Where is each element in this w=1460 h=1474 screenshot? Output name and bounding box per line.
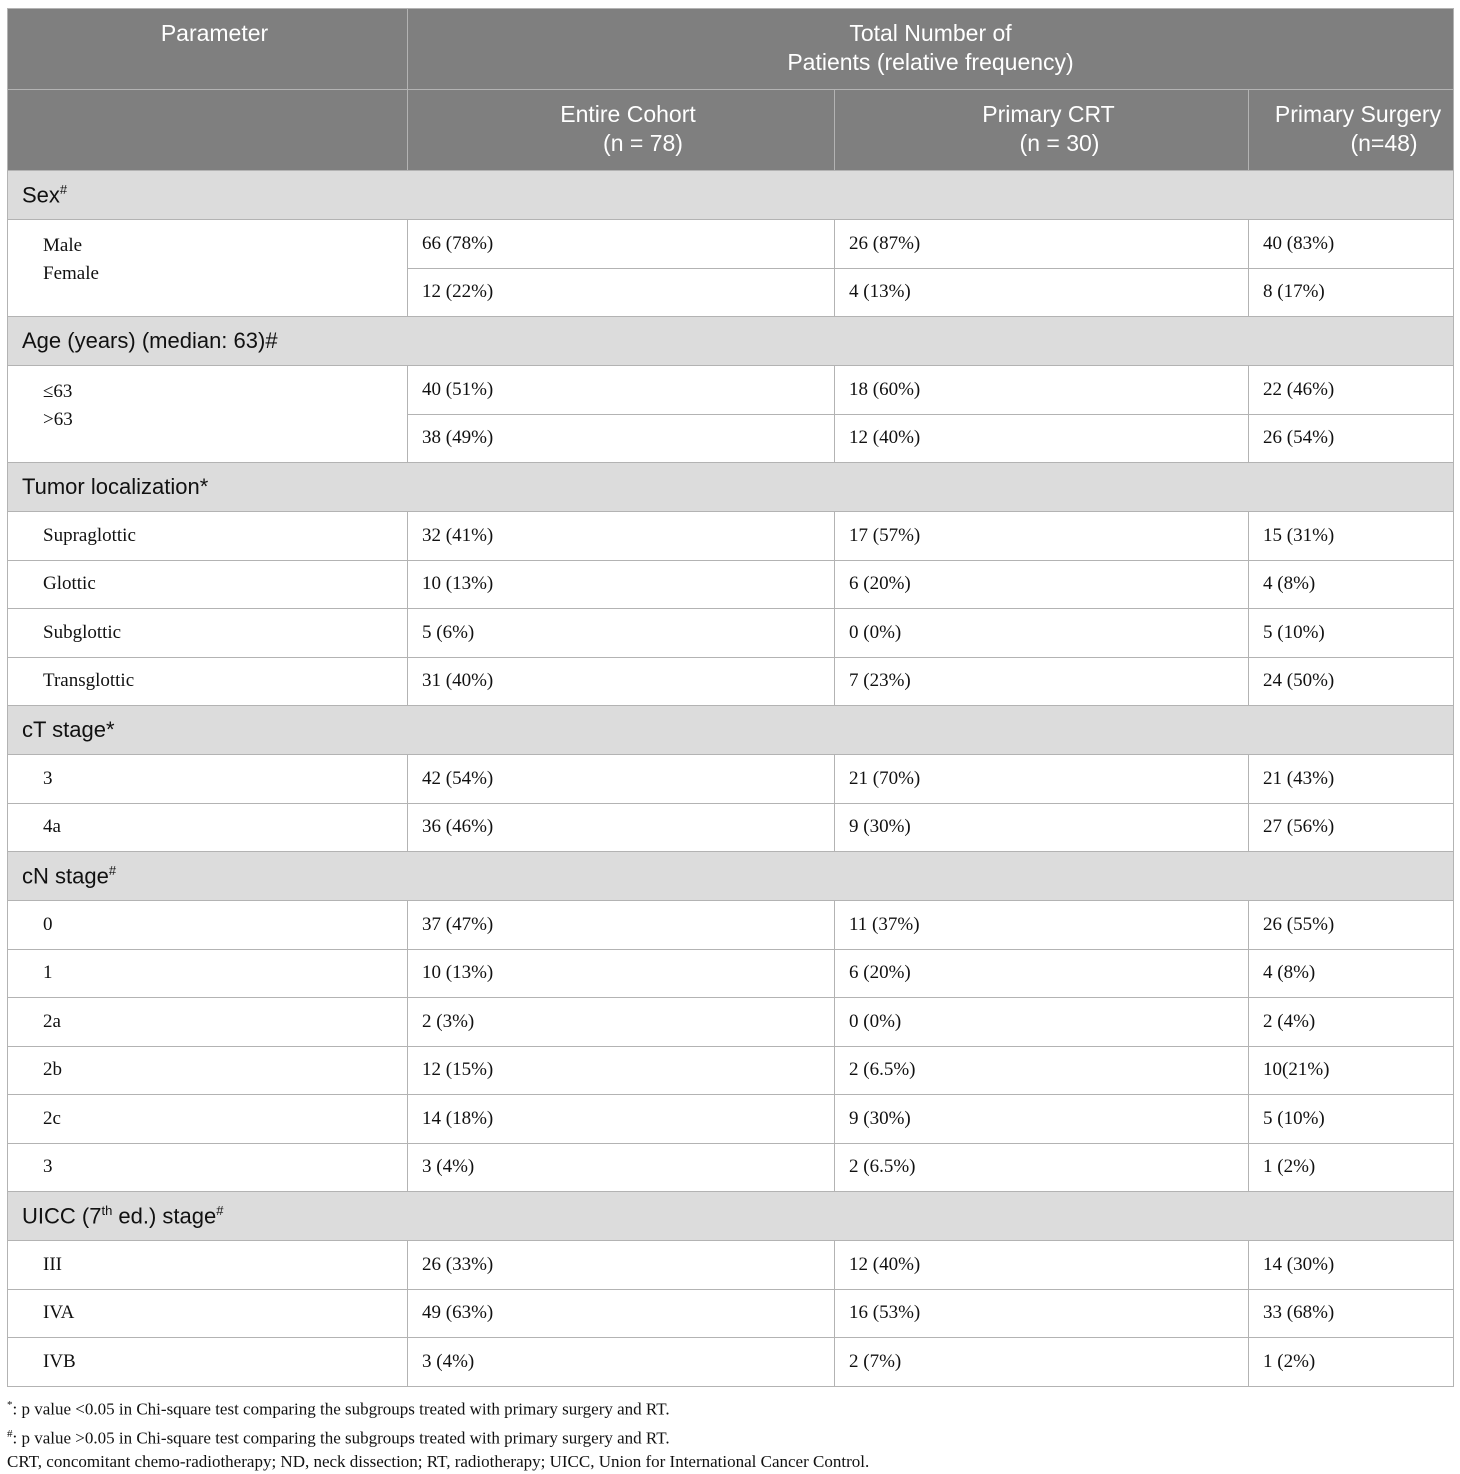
row-label: 0 [8, 901, 408, 950]
value-cell: 6 (20%) [835, 949, 1249, 998]
table-row [8, 1095, 1454, 1144]
table-row [8, 1046, 1454, 1095]
value-cell: 15 (31%) [1249, 512, 1454, 561]
row-label: ≤63 >63 [8, 366, 408, 463]
row-label: IVA [8, 1289, 408, 1338]
value-cell: 2 (6.5%) [835, 1143, 1249, 1192]
value-cell: 38 (49%) [408, 414, 835, 463]
value-cell: 33 (68%) [1249, 1289, 1454, 1338]
row-label: 2c [8, 1095, 408, 1144]
value-cell: 1 (2%) [1249, 1143, 1454, 1192]
value-cell: 0 (0%) [835, 609, 1249, 658]
value-cell: 12 (15%) [408, 1046, 835, 1095]
row-label: III [8, 1241, 408, 1290]
value-cell: 9 (30%) [835, 1095, 1249, 1144]
value-cell: 32 (41%) [408, 512, 835, 561]
value-cell: 4 (8%) [1249, 949, 1454, 998]
value-cell: 31 (40%) [408, 657, 835, 706]
value-cell: 3 (4%) [408, 1338, 835, 1387]
value-cell: 14 (30%) [1249, 1241, 1454, 1290]
value-cell: 2 (7%) [835, 1338, 1249, 1387]
section-header-row [8, 706, 1454, 755]
entire-cohort-header: Entire Cohort (n = 78) [408, 90, 835, 171]
value-cell: 5 (6%) [408, 609, 835, 658]
value-cell: 66 (78%) [408, 220, 835, 269]
row-label: IVB [8, 1338, 408, 1387]
row-label: 1 [8, 949, 408, 998]
section-header-row [8, 852, 1454, 901]
value-cell: 6 (20%) [835, 560, 1249, 609]
row-label: 4a [8, 803, 408, 852]
table-row [8, 657, 1454, 706]
value-cell: 42 (54%) [408, 755, 835, 804]
table-row [8, 1289, 1454, 1338]
total-patients-header: Total Number of Patients (relative frequency) [408, 9, 1454, 90]
row-label: Glottic [8, 560, 408, 609]
table-row [8, 998, 1454, 1047]
table-row [8, 949, 1454, 998]
value-cell: 4 (8%) [1249, 560, 1454, 609]
table-row [8, 755, 1454, 804]
value-cell: 49 (63%) [408, 1289, 835, 1338]
value-cell: 24 (50%) [1249, 657, 1454, 706]
table-row [8, 220, 1454, 269]
primary-surgery-header: Primary Surgery (n=48) [1249, 90, 1454, 171]
value-cell: 10 (13%) [408, 949, 835, 998]
patient-characteristics-table [7, 8, 1454, 1387]
section-title: UICC (7th ed.) stage# [8, 1192, 1454, 1241]
value-cell: 40 (83%) [1249, 220, 1454, 269]
value-cell: 22 (46%) [1249, 366, 1454, 415]
row-label: 3 [8, 755, 408, 804]
value-cell: 5 (10%) [1249, 609, 1454, 658]
section-title: cT stage* [8, 706, 1454, 755]
value-cell: 21 (43%) [1249, 755, 1454, 804]
value-cell: 40 (51%) [408, 366, 835, 415]
footnote: #: p value >0.05 in Chi-square test comparing the subgroups treated with primary surgery and RT. [7, 1427, 670, 1448]
value-cell: 7 (23%) [835, 657, 1249, 706]
parameter-header: Parameter [8, 9, 408, 90]
value-cell: 2 (3%) [408, 998, 835, 1047]
value-cell: 4 (13%) [835, 268, 1249, 317]
value-cell: 27 (56%) [1249, 803, 1454, 852]
value-cell: 26 (33%) [408, 1241, 835, 1290]
table-row [8, 1338, 1454, 1387]
row-label: Male Female [8, 220, 408, 317]
table-row [8, 609, 1454, 658]
footnote: CRT, concomitant chemo-radiotherapy; ND, neck dissection; RT, radiotherapy; UICC, Union for International Cancer Control. [7, 1452, 870, 1472]
value-cell: 37 (47%) [408, 901, 835, 950]
value-cell: 26 (55%) [1249, 901, 1454, 950]
value-cell: 17 (57%) [835, 512, 1249, 561]
table-row [8, 901, 1454, 950]
section-title: Age (years) (median: 63)# [8, 317, 1454, 366]
value-cell: 26 (54%) [1249, 414, 1454, 463]
value-cell: 18 (60%) [835, 366, 1249, 415]
value-cell: 3 (4%) [408, 1143, 835, 1192]
primary-crt-header: Primary CRT (n = 30) [835, 90, 1249, 171]
footnote: *: p value <0.05 in Chi-square test comparing the subgroups treated with primary surgery and RT. [7, 1399, 670, 1419]
value-cell: 11 (37%) [835, 901, 1249, 950]
value-cell: 9 (30%) [835, 803, 1249, 852]
row-label: 2a [8, 998, 408, 1047]
table-row [8, 803, 1454, 852]
value-cell: 5 (10%) [1249, 1095, 1454, 1144]
section-title: cN stage# [8, 852, 1454, 901]
section-header-row [8, 1192, 1454, 1241]
value-cell: 10(21%) [1249, 1046, 1454, 1095]
table-row [8, 1143, 1454, 1192]
row-label: Transglottic [8, 657, 408, 706]
value-cell: 0 (0%) [835, 998, 1249, 1047]
value-cell: 21 (70%) [835, 755, 1249, 804]
section-title: Tumor localization* [8, 463, 1454, 512]
row-label: 3 [8, 1143, 408, 1192]
value-cell: 8 (17%) [1249, 268, 1454, 317]
value-cell: 2 (4%) [1249, 998, 1454, 1047]
section-title: Sex# [8, 171, 1454, 220]
row-label: Subglottic [8, 609, 408, 658]
value-cell: 12 (40%) [835, 414, 1249, 463]
value-cell: 26 (87%) [835, 220, 1249, 269]
table-row [8, 366, 1454, 415]
table-row [8, 560, 1454, 609]
value-cell: 2 (6.5%) [835, 1046, 1249, 1095]
value-cell: 10 (13%) [408, 560, 835, 609]
value-cell: 36 (46%) [408, 803, 835, 852]
table-row [8, 1241, 1454, 1290]
value-cell: 12 (22%) [408, 268, 835, 317]
table-footnotes [7, 1393, 1453, 1474]
value-cell: 16 (53%) [835, 1289, 1249, 1338]
row-label: 2b [8, 1046, 408, 1095]
row-label: Supraglottic [8, 512, 408, 561]
section-header-row [8, 317, 1454, 366]
value-cell: 12 (40%) [835, 1241, 1249, 1290]
empty-header-cell [8, 90, 408, 171]
section-header-row [8, 463, 1454, 512]
value-cell: 1 (2%) [1249, 1338, 1454, 1387]
value-cell: 14 (18%) [408, 1095, 835, 1144]
section-header-row [8, 171, 1454, 220]
table-row [8, 512, 1454, 561]
